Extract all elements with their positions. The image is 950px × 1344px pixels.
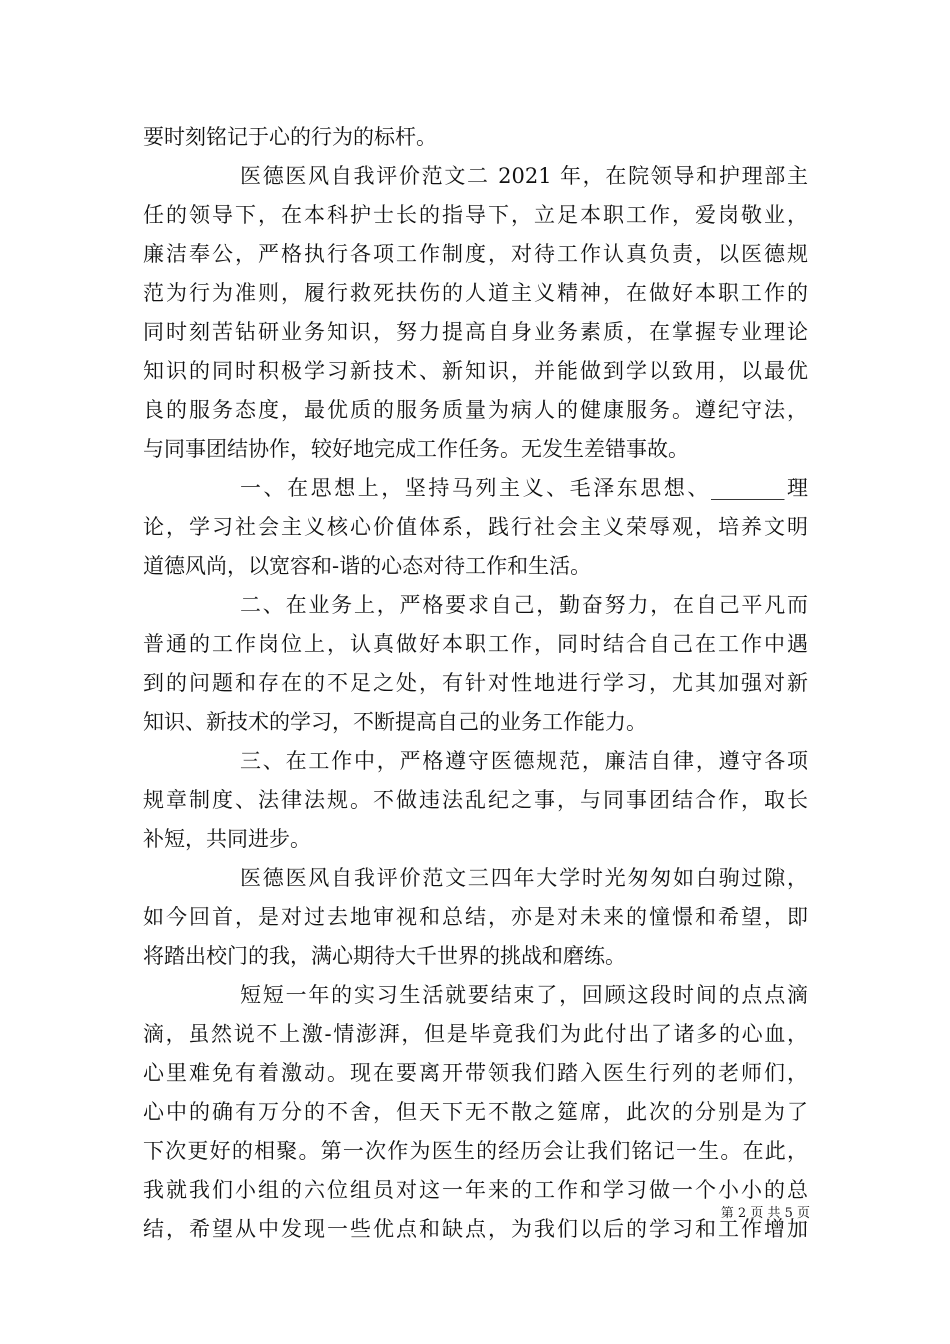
- text-line: 如今回首，是对过去地审视和总结，亦是对未来的憧憬和希望，即: [143, 905, 808, 929]
- text-line: 一、在思想上，坚持马列主义、毛泽东思想、_______理: [240, 476, 808, 500]
- text-line: 范为行为准则，履行救死扶伤的人道主义精神，在做好本职工作的: [143, 281, 808, 305]
- text-line: 廉洁奉公，严格执行各项工作制度，对待工作认真负责，以医德规: [143, 242, 808, 266]
- text-line: 三、在工作中，严格遵守医德规范，廉洁自律，遵守各项: [240, 749, 808, 773]
- text-line: 知识的同时积极学习新技术、新知识，并能做到学以致用，以最优: [143, 359, 808, 383]
- text-line: 心里难免有着激动。现在要离开带领我们踏入医生行列的老师们，: [143, 1061, 808, 1085]
- text-line: 与同事团结协作，较好地完成工作任务。无发生差错事故。: [143, 437, 689, 461]
- text-line: 道德风尚，以宽容和-谐的心态对待工作和生活。: [143, 554, 592, 578]
- page-number-footer: 第 2 页 共 5 页: [720, 1206, 810, 1221]
- text-line: 到的问题和存在的不足之处，有针对性地进行学习，尤其加强对新: [143, 671, 808, 695]
- text-line: 医德医风自我评价范文三四年大学时光匆匆如白驹过隙，: [240, 866, 808, 890]
- body-text: [143, 118, 808, 1249]
- text-line: 规章制度、法律法规。不做违法乱纪之事，与同事团结合作，取长: [143, 788, 808, 812]
- text-line: 知识、新技术的学习，不断提高自己的业务工作能力。: [143, 710, 647, 734]
- text-line: 将踏出校门的我，满心期待大千世界的挑战和磨练。: [143, 944, 626, 968]
- text-line: 要时刻铭记于心的行为的标杆。: [143, 125, 437, 149]
- text-line: 心中的确有万分的不舍，但天下无不散之筵席，此次的分别是为了: [143, 1100, 808, 1124]
- text-line: 短短一年的实习生活就要结束了，回顾这段时间的点点滴: [240, 983, 808, 1007]
- text-line: 论，学习社会主义核心价值体系，践行社会主义荣辱观，培养文明: [143, 515, 808, 539]
- text-line: 滴，虽然说不上激-情澎湃，但是毕竟我们为此付出了诸多的心血，: [143, 1022, 808, 1046]
- text-line: 普通的工作岗位上，认真做好本职工作，同时结合自己在工作中遇: [143, 632, 808, 656]
- text-line: 同时刻苦钻研业务知识，努力提高自身业务素质，在掌握专业理论: [143, 320, 808, 344]
- text-line: 任的领导下，在本科护士长的指导下，立足本职工作，爱岗敬业，: [143, 203, 808, 227]
- text-line: 二、在业务上，严格要求自己，勤奋努力，在自己平凡而: [240, 593, 808, 617]
- text-line: 下次更好的相聚。第一次作为医生的经历会让我们铭记一生。在此，: [143, 1139, 808, 1163]
- text-line: 我就我们小组的六位组员对这一年来的工作和学习做一个小小的总: [143, 1178, 808, 1202]
- text-line: 补短，共同进步。: [143, 827, 311, 851]
- text-line: 结，希望从中发现一些优点和缺点，为我们以后的学习和工作增加: [143, 1217, 808, 1241]
- text-line: 良的服务态度，最优质的服务质量为病人的健康服务。遵纪守法，: [143, 398, 808, 422]
- text-line: 医德医风自我评价范文二 2021 年，在院领导和护理部主: [240, 164, 808, 188]
